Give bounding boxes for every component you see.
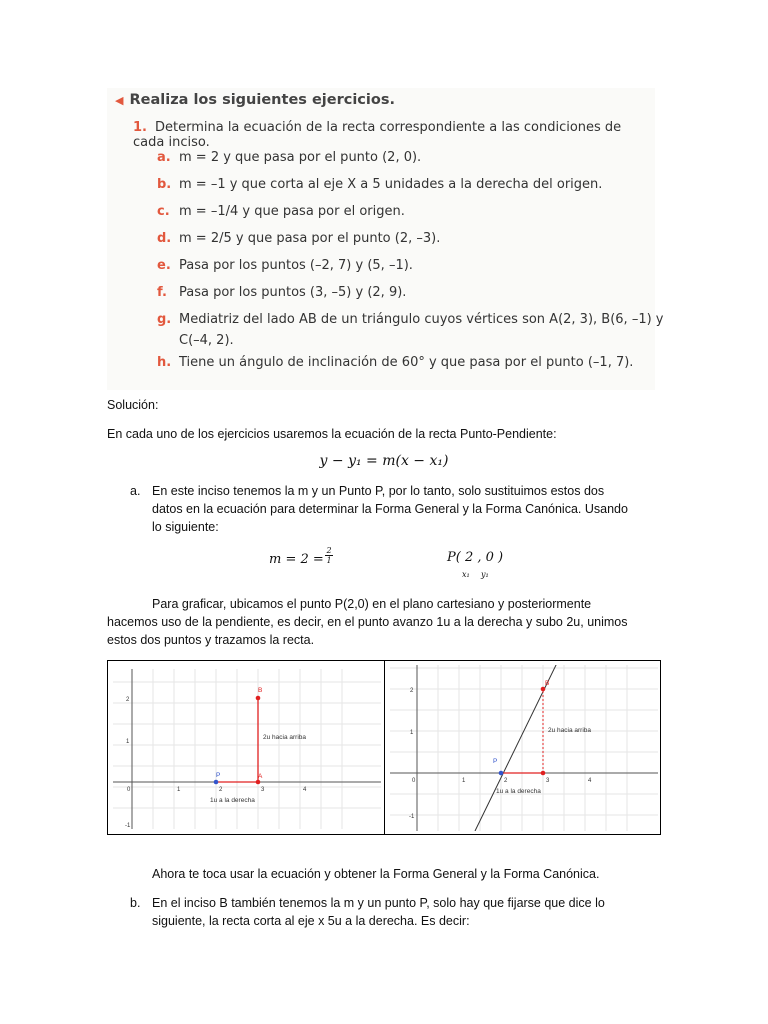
graph-2-ytick-1: 1: [410, 730, 414, 736]
slope-numerator: 2: [326, 546, 332, 555]
graph-2-xtick-4: 4: [588, 778, 592, 784]
item-a-line3: lo siguiente:: [152, 520, 219, 534]
item-letter: c.: [157, 204, 170, 219]
point-y-subscript: y₁: [481, 570, 489, 579]
graph-2-point-A: [541, 771, 546, 776]
question-text: Determina la ecuación de la recta correspondiente a las condiciones de cada inciso.: [133, 120, 622, 150]
item-text: Pasa por los puntos (–2, 7) y (5, –1).: [179, 258, 413, 273]
graph-1-point-P: [214, 780, 219, 785]
graph-1-label-P: P: [216, 772, 221, 779]
item-a-line2: datos en la ecuación para determinar la Forma General y la Forma Canónica. Usando: [152, 502, 628, 516]
graph-1-xtick-2: 2: [219, 787, 223, 793]
item-h: [157, 352, 633, 373]
item-letter: d.: [157, 231, 172, 246]
graph-2-xtick-3: 3: [546, 778, 550, 784]
triangle-left-icon: ◀: [115, 94, 124, 107]
item-f: [157, 282, 406, 303]
graph-1-point-B: [256, 696, 261, 701]
item-text: m = 2 y que pasa por el punto (2, 0).: [179, 150, 422, 165]
graph-1-right-label: 1u a la derecha: [210, 797, 255, 804]
question-1: [133, 120, 655, 150]
graph-2-label-B: B: [545, 680, 550, 687]
solution-intro: En cada uno de los ejercicios usaremos la ecuación de la recta Punto-Pendiente:: [107, 427, 557, 441]
item-a-letter: a.: [130, 484, 141, 498]
graph-2-label-P: P: [493, 758, 498, 765]
item-text: Tiene un ángulo de inclinación de 60° y que pasa por el punto (–1, 7).: [179, 355, 634, 370]
item-letter: g.: [157, 312, 172, 327]
graph-para-line3: estos dos puntos y trazamos la recta.: [107, 633, 315, 647]
item-b: [157, 174, 602, 195]
slope-denominator: 1: [326, 556, 332, 565]
point-slope-formula: y − y₁ = m(x − x₁): [319, 453, 449, 469]
graph-1-xtick-1: 1: [177, 787, 181, 793]
graph-2-up-label: 2u hacia arriba: [548, 727, 591, 734]
graph-1: [113, 669, 381, 829]
item-text-cont: C(–4, 2).: [179, 333, 234, 348]
graph-1-xtick-4: 4: [303, 787, 307, 793]
graph-para-line2: hacemos uso de la pendiente, es decir, en el punto avanzo 1u a la derecha y subo 2u, unimos: [107, 615, 628, 629]
graph-1-xtick-0: 0: [127, 787, 131, 793]
slope-expression: m = 2 =: [269, 552, 324, 567]
item-letter: a.: [157, 150, 171, 165]
item-a: [157, 147, 421, 168]
item-text: m = 2/5 y que pasa por el punto (2, –3).: [179, 231, 441, 246]
solution-label: Solución:: [107, 398, 159, 412]
graph-2-point-B: [541, 687, 546, 692]
graph-2-point-P: [499, 771, 504, 776]
graph-1-ytick-neg1: -1: [125, 823, 131, 829]
item-text: Pasa por los puntos (3, –5) y (2, 9).: [179, 285, 407, 300]
graphs-divider: [384, 661, 385, 834]
item-b-letter: b.: [130, 896, 141, 910]
graph-2-right-label: 1u a la derecha: [496, 788, 541, 795]
graph-1-label-A: A: [258, 773, 263, 780]
graph-2-xtick-2: 2: [504, 778, 508, 784]
after-graph-text: Ahora te toca usar la ecuación y obtener la Forma General y la Forma Canónica.: [152, 867, 600, 881]
graphs-frame: [107, 660, 661, 835]
item-g: [157, 309, 664, 351]
slope-fraction: [325, 546, 333, 565]
graph-1-point-A: [256, 780, 261, 785]
item-text: m = –1 y que corta al eje X a 5 unidades a la derecha del origen.: [179, 177, 603, 192]
item-letter: h.: [157, 355, 172, 370]
item-letter: e.: [157, 258, 171, 273]
exercise-image: [107, 88, 664, 390]
graph-2-ytick-2: 2: [410, 688, 414, 694]
graph-1-up-label: 2u hacia arriba: [263, 734, 306, 741]
item-b-line1: En el inciso B también tenemos la m y un punto P, solo hay que fijarse que dice lo: [152, 896, 605, 910]
item-letter: b.: [157, 177, 172, 192]
item-a-line1: En este inciso tenemos la m y un Punto P, por lo tanto, solo sustituimos estos dos: [152, 484, 605, 498]
item-text: m = –1/4 y que pasa por el origen.: [179, 204, 405, 219]
graph-2-xtick-1: 1: [462, 778, 466, 784]
point-x-subscript: x₁: [462, 570, 470, 579]
graph-2-xtick-0: 0: [412, 778, 416, 784]
graph-1-label-B: B: [258, 687, 263, 694]
point-expression: P( 2 , 0 ): [447, 550, 504, 565]
graph-1-grid: [113, 669, 381, 829]
item-b-line2: siguiente, la recta corta al eje x 5u a la derecha. Es decir:: [152, 914, 470, 928]
graph-1-xtick-3: 3: [261, 787, 265, 793]
item-d: [157, 228, 440, 249]
item-e: [157, 255, 413, 276]
graph-2-grid: [390, 665, 658, 831]
graph-2-ytick-neg1: -1: [409, 814, 415, 820]
item-c: [157, 201, 405, 222]
question-number: 1.: [133, 120, 147, 135]
graph-2: [390, 665, 658, 831]
item-letter: f.: [157, 285, 167, 300]
graph-para-line1: Para graficar, ubicamos el punto P(2,0) en el plano cartesiano y posteriormente: [152, 597, 592, 611]
exercise-header-text: Realiza los siguientes ejercicios.: [129, 92, 395, 108]
item-text: Mediatriz del lado AB de un triángulo cuyos vértices son A(2, 3), B(6, –1) y: [179, 312, 664, 327]
graph-1-ytick-2: 2: [126, 697, 130, 703]
exercise-header: [115, 92, 395, 108]
graph-1-ytick-1: 1: [126, 739, 130, 745]
